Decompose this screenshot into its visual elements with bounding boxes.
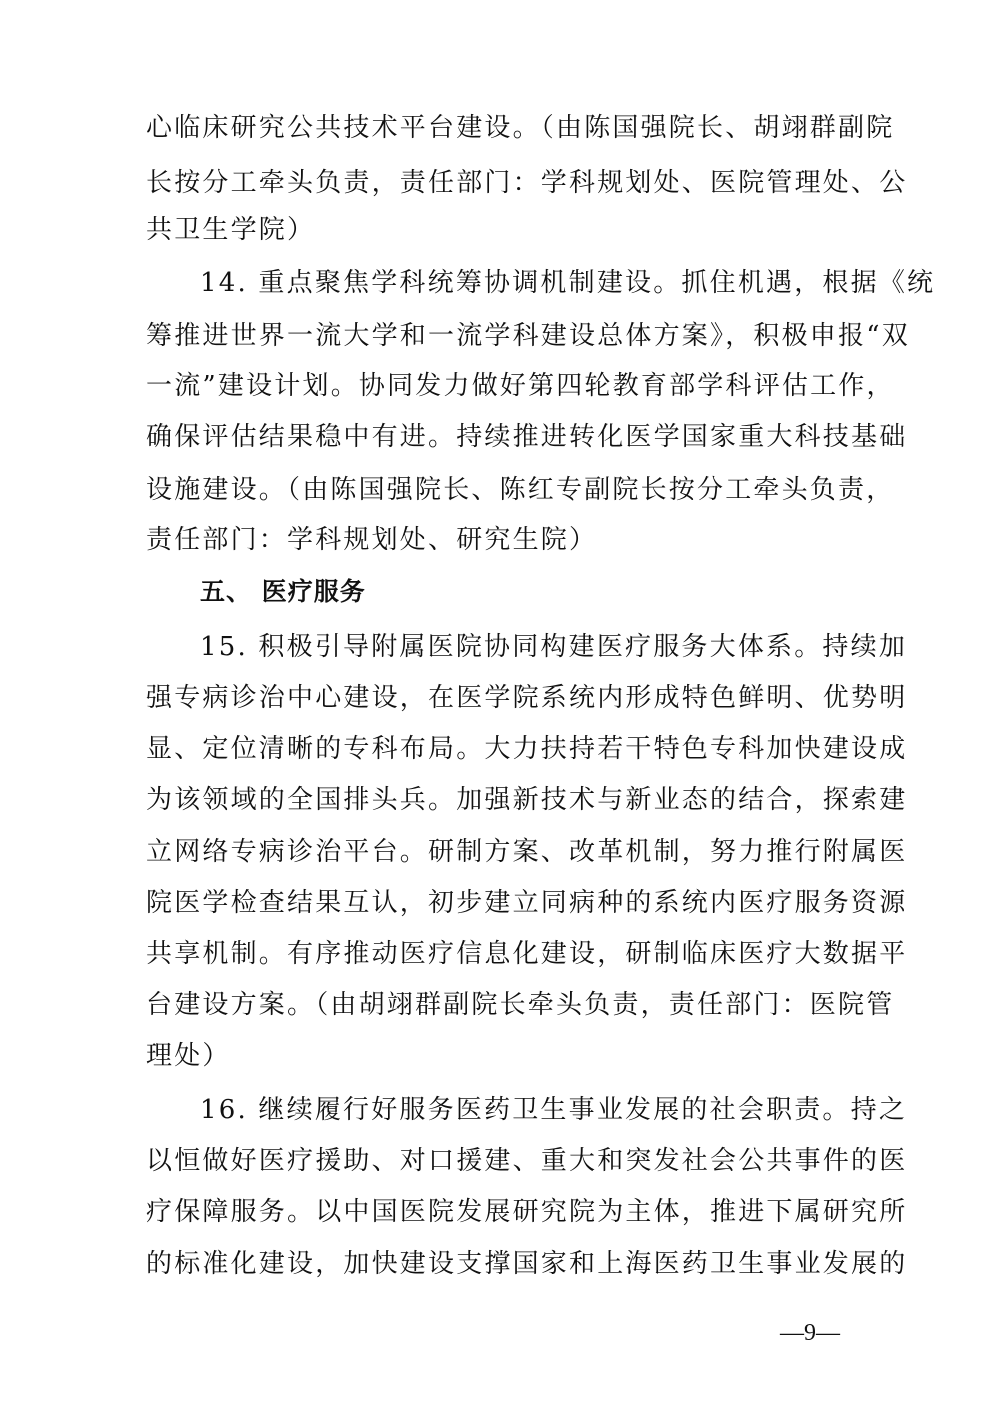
paragraph-line: 的标准化建设，加快建设支撑国家和上海医药卫生事业发展的 <box>146 1249 908 1279</box>
paragraph-line: 立网络专病诊治平台。研制方案、改革机制，努力推行附属医 <box>146 837 908 867</box>
paragraph-line: 共卫生学院） <box>146 215 316 245</box>
paragraph-line: 共享机制。有序推动医疗信息化建设，研制临床医疗大数据平 <box>146 939 908 969</box>
page-number: —9— <box>780 1320 840 1346</box>
paragraph-line: 强专病诊治中心建设，在医学院系统内形成特色鲜明、优势明 <box>146 683 908 713</box>
paragraph-line: 疗保障服务。以中国医院发展研究院为主体，推进下属研究所 <box>146 1197 908 1227</box>
paragraph-line: 以恒做好医疗援助、对口援建、重大和突发社会公共事件的医 <box>146 1146 908 1176</box>
paragraph-line: 筹推进世界一流大学和一流学科建设总体方案》，积极申报“双 <box>146 321 910 351</box>
paragraph-line: 台建设方案。（由胡翊群副院长牵头负责，责任部门：医院管 <box>146 990 895 1020</box>
paragraph-line: 长按分工牵头负责，责任部门：学科规划处、医院管理处、公 <box>146 168 908 198</box>
paragraph-line: 为该领域的全国排头兵。加强新技术与新业态的结合，探索建 <box>146 785 908 815</box>
section-heading: 五、 医疗服务 <box>200 577 366 606</box>
paragraph-line: 责任部门：学科规划处、研究生院） <box>146 525 598 555</box>
item-16-first-line: 16. 继续履行好服务医药卫生事业发展的社会职责。持之 <box>200 1095 908 1125</box>
paragraph-line: 心临床研究公共技术平台建设。（由陈国强院长、胡翊群副院 <box>146 113 895 143</box>
paragraph-line: 理处） <box>146 1041 231 1071</box>
item-14-first-line: 14. 重点聚焦学科统筹协调机制建设。抓住机遇，根据《统 <box>200 268 936 298</box>
paragraph-line: 设施建设。（由陈国强院长、陈红专副院长按分工牵头负责， <box>146 475 895 505</box>
paragraph-line: 显、定位清晰的专科布局。大力扶持若干特色专科加快建设成 <box>146 734 908 764</box>
paragraph-line: 确保评估结果稳中有进。持续推进转化医学国家重大科技基础 <box>146 422 908 452</box>
paragraph-line: 一流”建设计划。协同发力做好第四轮教育部学科评估工作， <box>146 371 895 401</box>
paragraph-line: 院医学检查结果互认，初步建立同病种的系统内医疗服务资源 <box>146 888 908 918</box>
item-15-first-line: 15. 积极引导附属医院协同构建医疗服务大体系。持续加 <box>200 632 908 662</box>
